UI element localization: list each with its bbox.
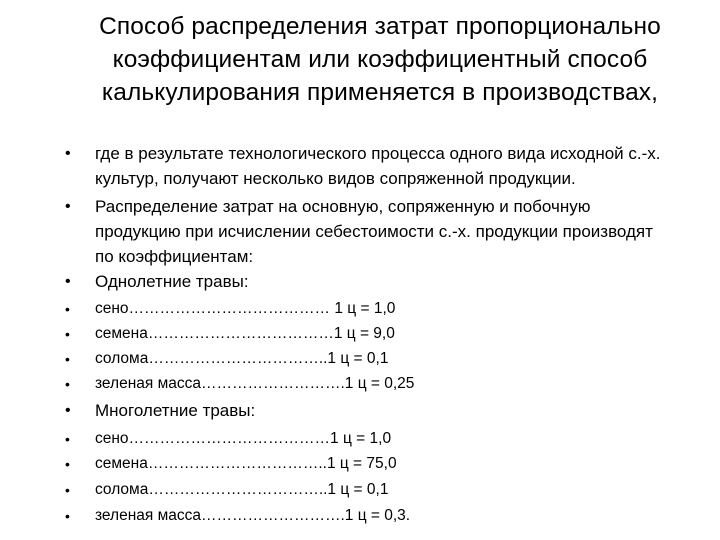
list-item-seeds <box>65 324 715 344</box>
list-item-line: сено…………………………………1 ц = 1,0 <box>95 430 392 447</box>
title-line-1: Способ распределения затрат пропорционально <box>99 13 661 40</box>
list-item-line: зеленая масса……………………….1 ц = 0,25 <box>95 375 415 392</box>
list-item-line: солома……………………………..1 ц = 0,1 <box>95 481 389 498</box>
bullet-icon: • <box>65 431 70 447</box>
list-item-line: зеленая масса……………………….1 ц = 0,3. <box>95 507 411 524</box>
list-item-line: культур, получают несколько видов сопряженной продукции. <box>95 169 576 188</box>
list-item-green-mass <box>65 374 715 394</box>
list-item-annual-grasses <box>65 269 715 294</box>
list-item-hay <box>65 429 715 449</box>
list-item-line: Однолетние травы: <box>95 272 249 291</box>
bullet-icon: • <box>65 482 70 498</box>
list-item-seeds <box>65 454 715 474</box>
list-item-line: где в результате технологического процесса одного вида исходной с.-х. <box>95 144 661 163</box>
list-item-line: семена……………………………..1 ц = 75,0 <box>95 455 397 472</box>
list-item-hay <box>65 299 715 319</box>
list-item-green-mass <box>65 506 715 526</box>
list-item-line: Распределение затрат на основную, сопряженную и побочную <box>95 197 591 216</box>
list-item-line: семена………………………………1 ц = 9,0 <box>95 325 395 342</box>
title-line-2: коэффициентам или коэффициентный способ <box>112 46 648 73</box>
title-line-3: калькулирования применяется в производствах, <box>101 79 659 106</box>
list-item-perennial-grasses <box>65 398 715 423</box>
list-item-context <box>65 141 715 191</box>
bullet-icon: • <box>65 326 70 342</box>
bullet-icon: • <box>65 198 71 215</box>
list-item-line: продукцию при исчислении себестоимости с.-х. продукции производят <box>95 222 653 241</box>
bullet-icon: • <box>65 273 71 290</box>
bullet-icon: • <box>65 456 70 472</box>
list-item-line: сено………………………………… 1 ц = 1,0 <box>95 300 396 317</box>
bullet-icon: • <box>65 145 71 162</box>
list-item-distribution <box>65 194 715 269</box>
bullet-icon: • <box>65 402 71 419</box>
list-item-straw <box>65 480 715 500</box>
list-item-line: солома……………………………..1 ц = 0,1 <box>95 350 389 367</box>
bullet-icon: • <box>65 376 70 392</box>
list-item-line: Многолетние травы: <box>95 401 256 420</box>
list-item-straw <box>65 349 715 369</box>
bullet-icon: • <box>65 351 70 367</box>
bullet-icon: • <box>65 508 70 524</box>
bullet-icon: • <box>65 301 70 317</box>
list-item-line: по коэффициентам: <box>95 247 254 266</box>
